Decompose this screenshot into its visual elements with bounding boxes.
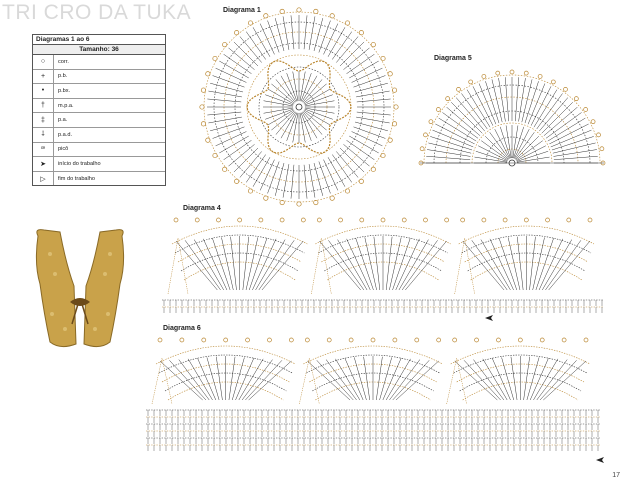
legend-label: corr. [58, 58, 69, 65]
watermark: TRI CRO DA TUKA [2, 1, 192, 24]
diagram-1-circle [200, 8, 398, 206]
legend-label: início do trabalho [58, 160, 101, 167]
legend-symbol-icon: ○ [33, 55, 54, 69]
legend-label: p.bx. [58, 87, 71, 94]
vest-photo [30, 224, 130, 354]
legend-label: picô [58, 146, 69, 153]
legend-symbol-icon: ‡ [33, 113, 54, 127]
legend-label: p.b. [58, 73, 68, 80]
legend-label: m.p.a. [58, 102, 74, 109]
diagram-4-band [162, 218, 604, 463]
legend-label: fim do trabalho [58, 175, 96, 182]
legend-symbol-icon: † [33, 99, 54, 113]
diagram-5-half-circle [419, 70, 605, 166]
legend-header: Diagramas 1 ao 6 [33, 35, 165, 45]
legend-symbol-icon: ➤ [33, 157, 54, 171]
legend-size: Tamanho: 36 [33, 45, 165, 55]
legend-symbol-icon: ⸸ [33, 128, 54, 142]
legend-symbol-icon: ꟹ [33, 143, 54, 157]
diagram-5-label: Diagrama 5 [434, 55, 472, 62]
legend-symbol-icon: • [33, 84, 54, 98]
legend-label: p.a.d. [58, 131, 72, 138]
legend-label: p.a. [58, 117, 68, 124]
diagram-6-label: Diagrama 6 [163, 325, 201, 332]
legend-symbol-icon: ▷ [33, 172, 54, 186]
diagram-1-label: Diagrama 1 [223, 7, 261, 14]
diagram-6-band [146, 338, 600, 451]
page-number: 17 [612, 472, 620, 479]
legend-symbol-icon: + [33, 70, 54, 84]
diagram-4-label: Diagrama 4 [183, 205, 221, 212]
